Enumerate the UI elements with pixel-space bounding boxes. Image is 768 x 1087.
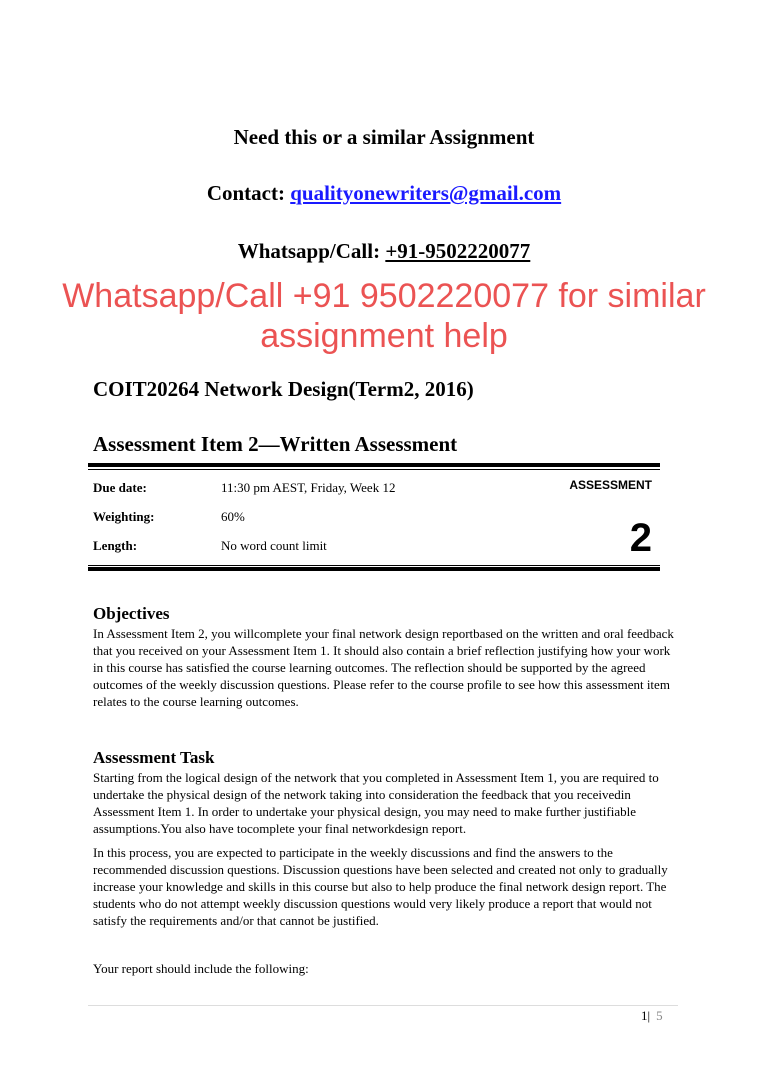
watermark: Whatsapp/Call +91 9502220077 for similar assignment help	[62, 277, 706, 355]
detail-value: 60%	[221, 509, 245, 524]
task-paragraph-1: Starting from the logical design of the network that you completed in Assessment Item 1, you are required to undertake the physical design of the network taking into consideration the feedback that you receivedin Assessment Item 1. In order to undertake your physical design, you may need to make further justifiable assumptions.You also have tocomplete your final networkdesign report.	[93, 770, 659, 836]
contact-label: Contact:	[206, 181, 285, 205]
bottom-rule	[88, 567, 660, 571]
promo-heading: Need this or a similar Assignment	[233, 125, 535, 149]
objectives-heading: Objectives	[93, 604, 170, 623]
top-rule-thin	[88, 469, 660, 470]
email-link[interactable]: qualityonewriters@gmail.com	[290, 181, 562, 205]
bottom-rule-thin	[88, 565, 660, 566]
assessment-badge-number: 2	[629, 516, 652, 560]
detail-label: Weighting:	[93, 509, 155, 524]
assessment-title: Assessment Item 2—Written Assessment	[93, 432, 458, 456]
page-total: 5	[656, 1008, 663, 1023]
course-title: COIT20264 Network Design(Term2, 2016)	[93, 377, 474, 401]
page-number	[641, 1008, 663, 1024]
detail-value: No word count limit	[221, 538, 327, 553]
promo-whatsapp	[0, 239, 768, 264]
footer-rule	[88, 1005, 678, 1006]
whatsapp-label: Whatsapp/Call:	[237, 239, 381, 263]
top-rule	[88, 463, 660, 467]
task-heading: Assessment Task	[93, 748, 215, 767]
task-paragraph-2: In this process, you are expected to participate in the weekly discussions and find the answers to the recommended discussion questions. Discussion questions have been selected and created not only to gradually increase your knowledge and skills in this course but also to help produce the final network design report. The students who do not attempt weekly discussion questions would very likely produce a report that would not satisfy the requirements and/or that cannot be justified.	[93, 845, 668, 928]
assessment-badge-label: ASSESSMENT	[569, 478, 652, 492]
detail-value: 11:30 pm AEST, Friday, Week 12	[221, 480, 396, 495]
detail-label: Due date:	[93, 480, 147, 495]
detail-label: Length:	[93, 538, 138, 553]
promo-contact	[0, 181, 768, 206]
document-body	[93, 603, 683, 984]
report-intro: Your report should include the following:	[93, 961, 309, 976]
phone-number: +91-9502220077	[385, 239, 531, 263]
page-current: 1|	[641, 1008, 651, 1023]
objectives-paragraph: In Assessment Item 2, you willcomplete your final network design reportbased on the written and oral feedback that you received on your Assessment Item 1. It should also contain a brief reflection justifying how your work in this course has satisfied the course learning outcomes. The reflection should be supported by the agreed outcomes of the weekly discussion questions. Please refer to the course profile to see how this assessment item relates to the course learning outcomes.	[93, 626, 674, 709]
